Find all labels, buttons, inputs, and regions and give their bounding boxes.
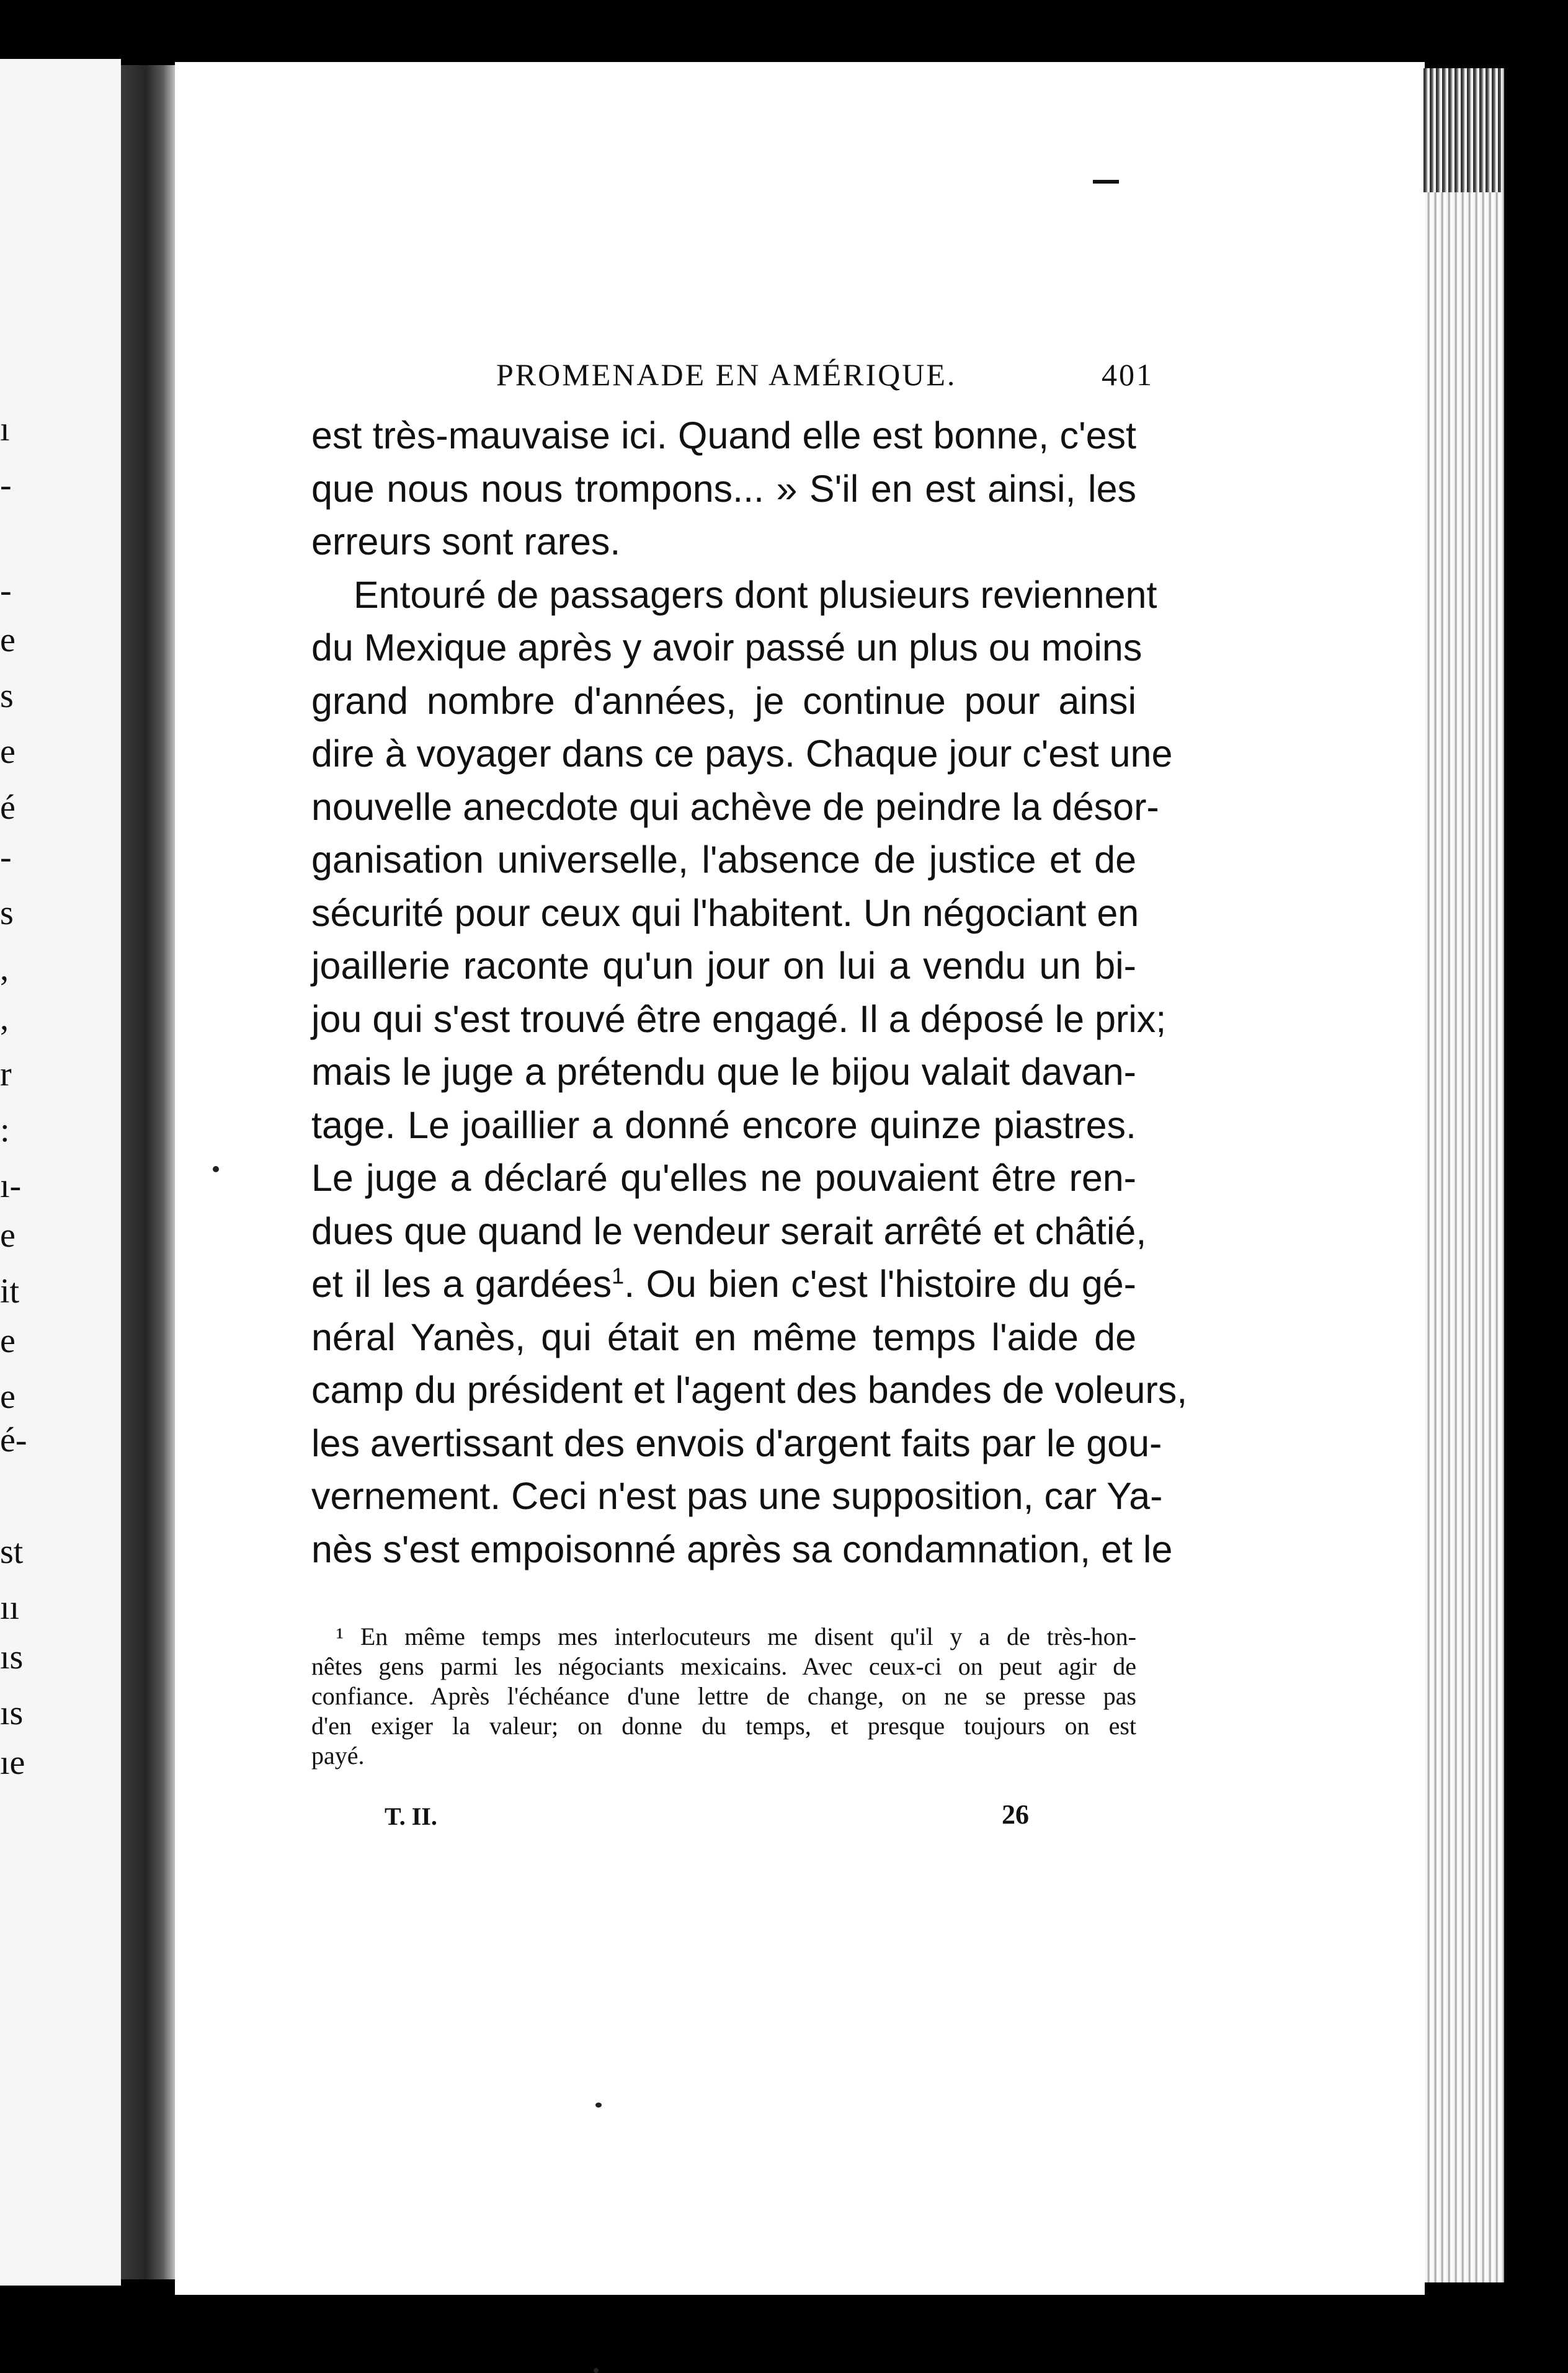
text-line: jou qui s'est trouvé être engagé. Il a déposé le prix; [311,997,1167,1040]
text-line: erreurs sont rares. [311,520,621,563]
left-fragment: ıs [0,1694,24,1732]
page-stack-edge [1423,68,1504,2282]
text-line: mais le juge a prétendu que le bijou valait davan- [311,1051,1136,1093]
left-fragment: ı [0,410,10,448]
line-start: et il les a gardées [311,1263,612,1305]
left-fragment: : [0,1111,10,1149]
footnote-text: En même temps mes interlocuteurs me disent qu'il y a de très-hon- [360,1623,1137,1650]
footnote-line: confiance. Après l'échéance d'une lettre de change, on ne se presse pas [311,1682,1136,1710]
running-title: PROMENADE EN AMÉRIQUE. [496,357,957,392]
running-head [496,357,1154,400]
left-fragment: ıe [0,1743,25,1782]
page-stack-shadow [1423,68,1501,192]
left-fragment: é- [0,1421,27,1459]
left-fragment: ı- [0,1167,22,1205]
text-line: nouvelle anecdote qui achève de peindre la désor- [311,785,1159,828]
body-text [311,409,1188,1576]
left-fragment: , [0,999,9,1038]
text-line: sécurité pour ceux qui l'habitent. Un négociant en [311,891,1139,934]
left-fragment: ıs [0,1638,24,1676]
footnote-line [311,1622,1136,1652]
left-fragment: , [0,950,9,988]
text-line: que nous nous trompons... » S'il en est ainsi, les [311,467,1136,510]
left-fragment: e [0,732,16,771]
text-line: nès s'est empoisonné après sa condamnation, et le [311,1528,1173,1570]
left-fragment: r [0,1055,12,1093]
text-line: Le juge a déclaré qu'elles ne pouvaient être ren- [311,1157,1136,1199]
footnote-line: nêtes gens parmi les négociants mexicains. Avec ceux-ci on peut agir de [311,1652,1136,1680]
text-line: dues que quand le vendeur serait arrêté et châtié, [311,1209,1147,1252]
book-gutter [121,65,177,2279]
left-fragment: - [0,571,12,610]
sheet-number: 26 [1002,1799,1029,1830]
left-fragment: st [0,1533,24,1571]
left-fragment: s [0,677,14,715]
top-dash-mark [1093,180,1119,184]
left-fragment: - [0,466,12,504]
text-line-with-footnote-ref [311,1258,1136,1311]
footnote-line: payé. [311,1742,365,1770]
text-line: grand nombre d'années, je continue pour ainsi [311,679,1136,722]
text-line: est très-mauvaise ici. Quand elle est bonne, c'est [311,414,1136,456]
text-line: les avertissant des envois d'argent faits par le gou- [311,1422,1162,1464]
text-line: dire à voyager dans ce pays. Chaque jour c'est une [311,732,1173,775]
left-fragment: s [0,894,14,932]
page-number: 401 [1102,357,1154,392]
text-line: camp du président et l'agent des bandes de voleurs, [311,1369,1188,1411]
text-line: du Mexique après y avoir passé un plus ou moins [311,626,1143,669]
footnote-marker: ¹ [336,1623,344,1650]
paper-speck [213,1166,219,1172]
footnote-ref[interactable]: 1 [612,1263,625,1289]
text-line: vernement. Ceci n'est pas une supposition, car Ya- [311,1475,1163,1517]
text-line: joaillerie raconte qu'un jour on lui a vendu un bi- [311,945,1136,987]
volume-signature: T. II. [385,1802,437,1830]
text-line: tage. Le joaillier a donné encore quinze piastres. [311,1103,1136,1146]
left-fragment: e [0,621,16,659]
footnote [311,1622,1136,1771]
text-line: néral Yanès, qui était en même temps l'aide de [311,1316,1136,1358]
text-line: Entouré de passagers dont plusieurs reviennent [354,573,1157,616]
left-fragment: e [0,1216,16,1255]
left-fragment: ıı [0,1588,20,1627]
left-fragment: it [0,1272,20,1311]
paper-speck [595,2103,602,2108]
left-fragment: é [0,788,16,827]
left-fragment: e [0,1378,16,1416]
line-end: . Ou bien c'est l'histoire du gé- [624,1263,1136,1305]
paper-speck [594,2368,599,2373]
left-fragment: - [0,838,12,876]
text-line: ganisation universelle, l'absence de justice et de [311,839,1136,881]
footnote-line: d'en exiger la valeur; on donne du temps, et presque toujours on est [311,1712,1136,1740]
left-fragment: e [0,1322,16,1360]
